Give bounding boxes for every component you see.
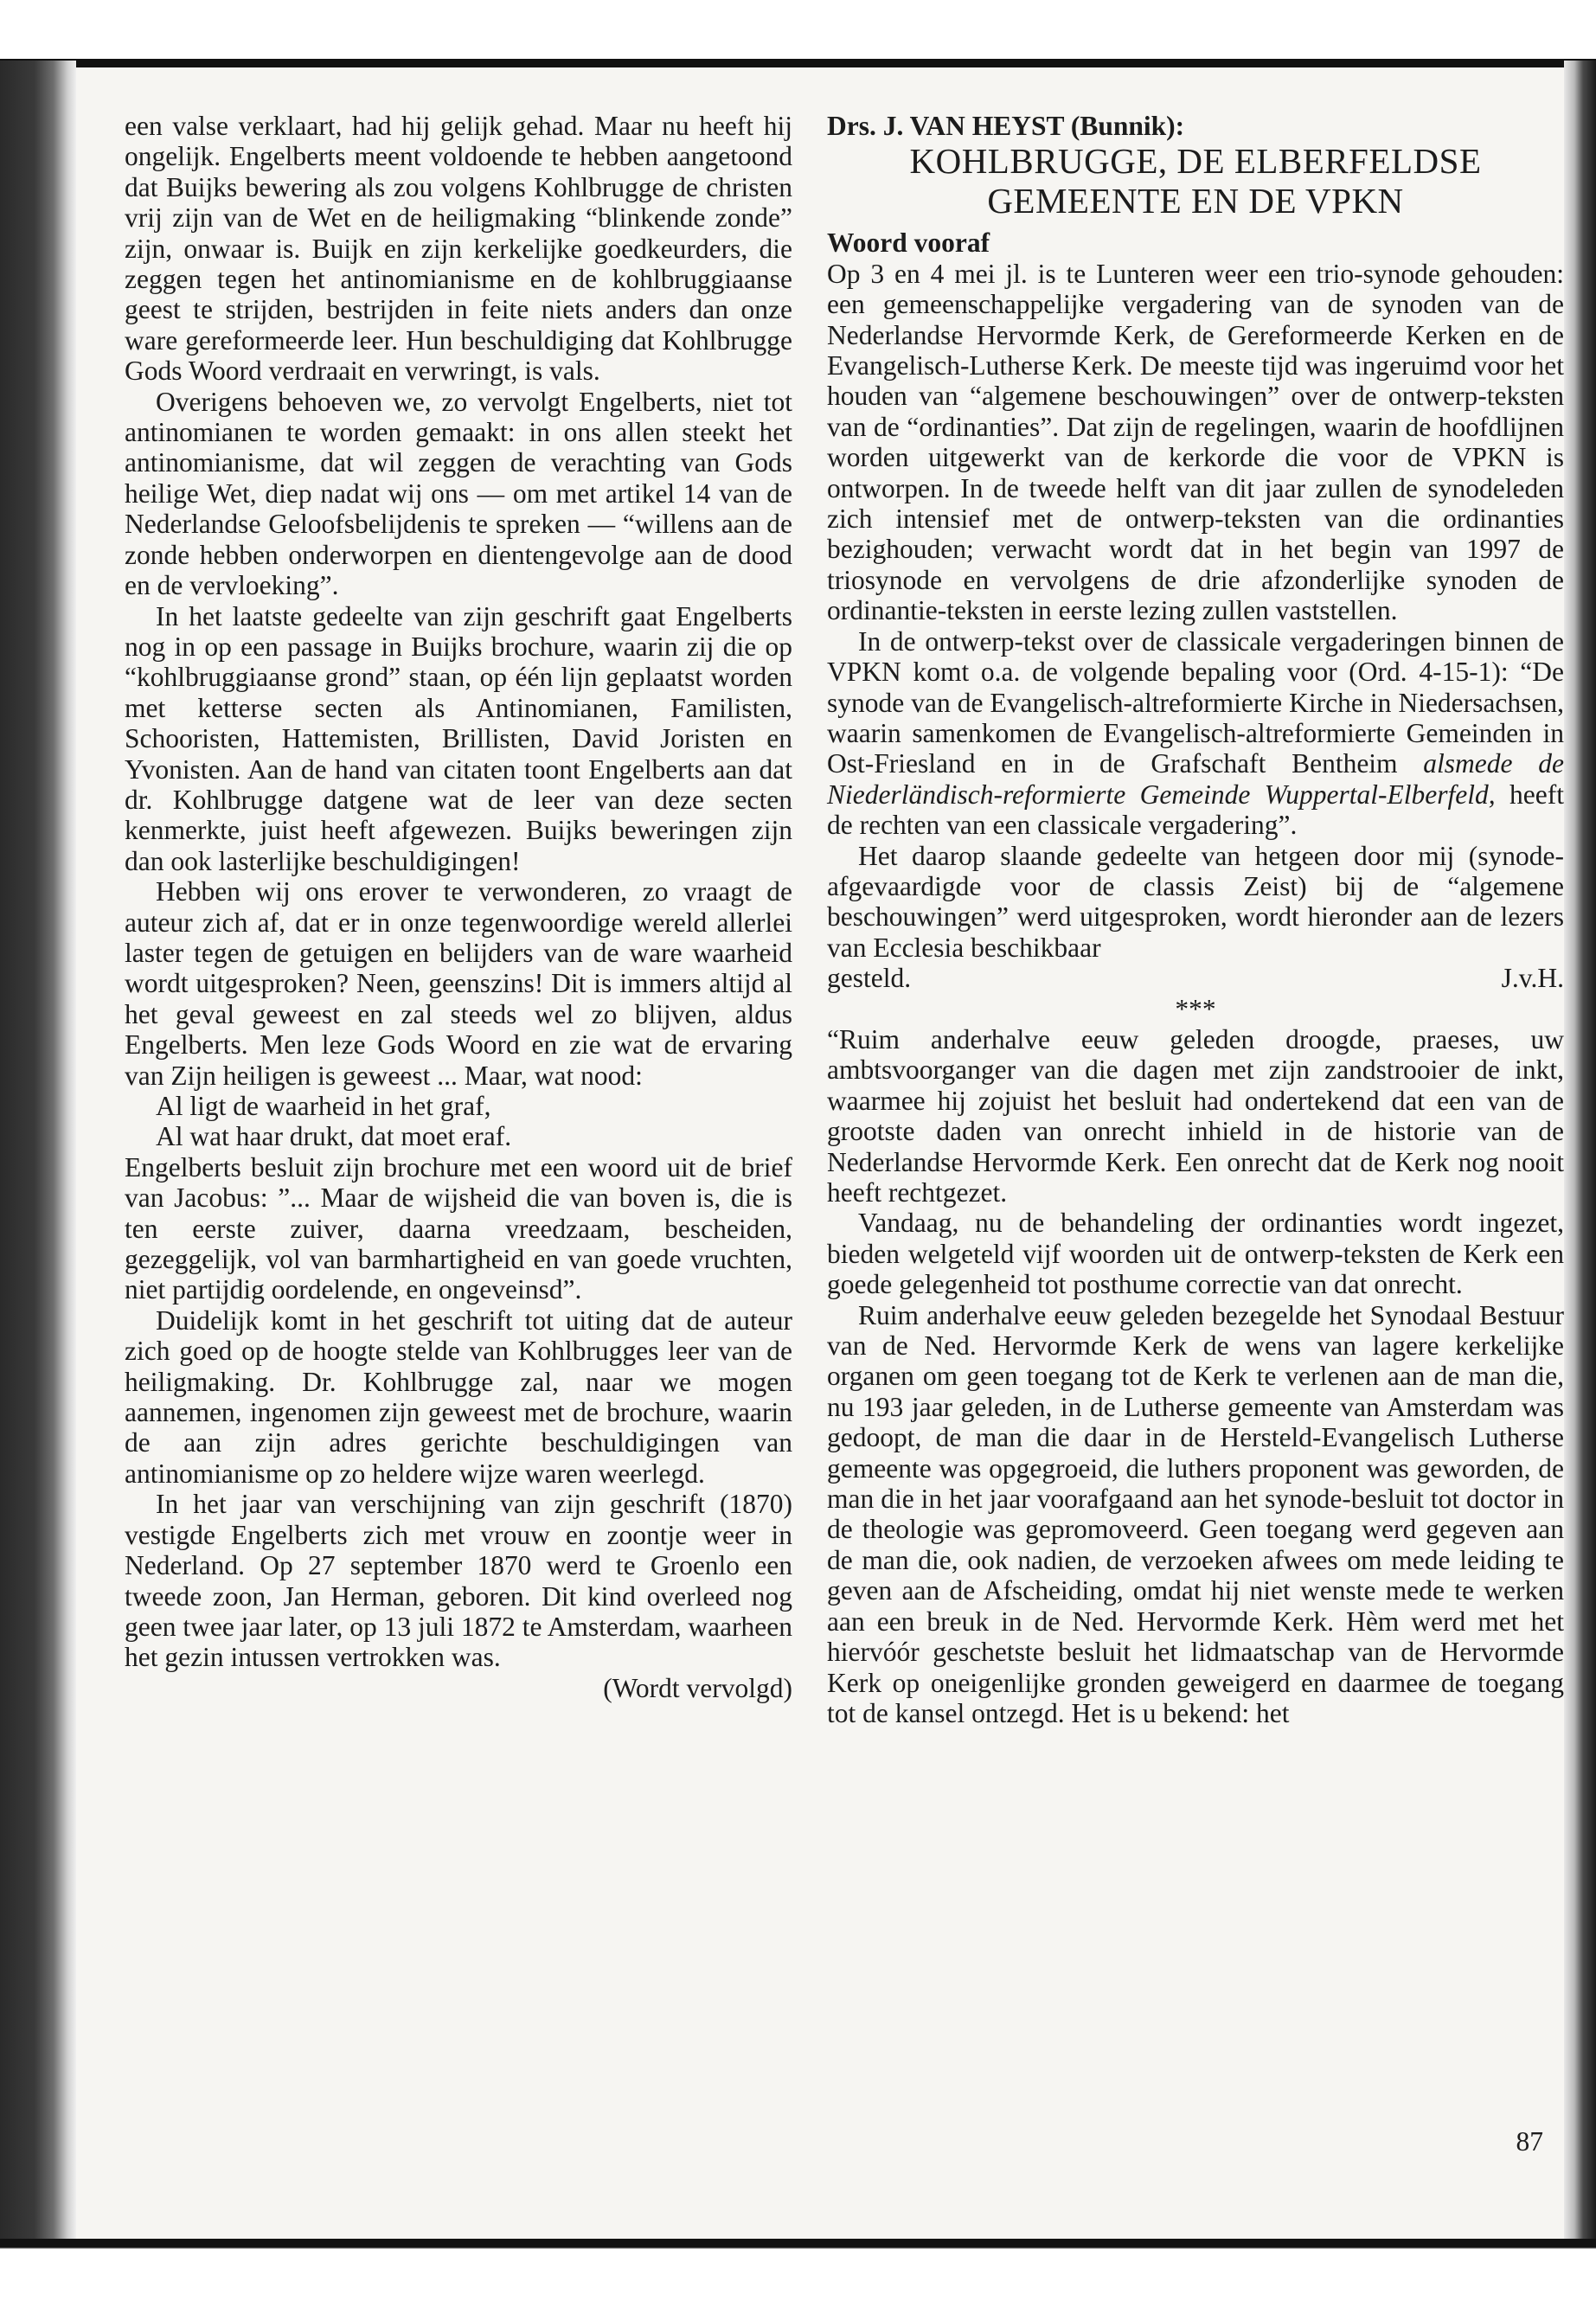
paragraph: In het laatste gedeelte van zijn geschrift gaat Engelberts nog in op een passage in Buijks brochure, waarin zij die op “kohlbruggiaanse grond” staan, op één lijn geplaatst worden met ketterse secten als Antinomianen, Familisten, Schooristen, Hattemisten, Brillisten, David Joristen en Yvonisten. Aan de hand van citaten toont Engelberts aan dat dr. Kohlbrugge datgene wat de leer van deze secten kenmerkte, juist heeft afgewezen. Buijks beweringen zijn dan ook lasterlijke beschuldigingen!	[125, 600, 792, 876]
article-title	[827, 141, 1564, 221]
article-author: Drs. J. VAN HEYST (Bunnik):	[827, 111, 1185, 141]
left-column	[125, 111, 792, 1703]
paragraph: Op 3 en 4 mei jl. is te Lunteren weer een trio-synode gehouden: een gemeenschappelijke vergadering van de synoden van de Nederlandse Hervormde Kerk, de Gereformeerde Kerken en de Evangelisch-Lutherse Kerk. De meeste tijd was ingeruimd voor het houden van “algemene beschouwingen” over de ontwerp-teksten van de “ordinanties”. Dat zijn de regelingen, waarin de hoofdlijnen worden uitgewerkt van de kerkorde die voor de VPKN is ontworpen. In de tweede helft van dit jaar zullen de synodeleden zich intensief met de ontwerp-teksten van die ordinanties bezighouden; verwacht wordt dat in het begin van 1997 de triosynode en vervolgens de drie afzonderlijke synoden de ordinantie-teksten in eerste lezing zullen vaststellen.	[827, 258, 1564, 626]
paragraph-text: In de ontwerp-tekst over de classicale vergaderingen binnen de VPKN komt o.a. de volgende bepaling voor (Ord. 4-15-1): “De synode van de Evangelisch-altreformierte Kirche in Niedersachsen, waarin samenkomen de Evangelisch-altreformierte Gemeinden in Ost-Friesland en in de Grafschaft Bentheim	[827, 625, 1564, 779]
section-heading: Woord vooraf	[827, 228, 990, 259]
verse-line: Al wat haar drukt, dat moet eraf.	[156, 1121, 512, 1152]
book-spine-shadow	[0, 61, 76, 2240]
paragraph: Vandaag, nu de behandeling der ordinanties wordt ingezet, bieden welgeteld vijf woorden uit de ontwerp-teksten de Kerk een goede gelegenheid tot posthume correctie van dat onrecht.	[827, 1208, 1564, 1300]
paragraph	[827, 626, 1564, 841]
right-column	[827, 111, 1564, 1728]
italic-text: alsmede de Niederländisch-reformierte Gemeinde Wuppertal-Elberfeld,	[827, 748, 1564, 810]
continued-note: (Wordt vervolgd)	[603, 1672, 792, 1703]
title-line: GEMEENTE EN DE VPKN	[987, 181, 1404, 221]
paragraph: Hebben wij ons erover te verwonderen, zo vraagt de auteur zich af, dat er in onze tegenwoordige wereld allerlei laster tegen de getuigen en belijders van de ware waarheid wordt uitgesproken? Neen, geenszins! Dit is immers altijd al het geval geweest en zal steeds wel zo blijven, aldus Engelberts. Men leze Gods Woord en zie wat de ervaring van Zijn heiligen is geweest ... Maar, wat nood:	[125, 876, 792, 1091]
paragraph: Engelberts besluit zijn brochure met een woord uit de brief van Jacobus: ”... Maar de wijsheid die van boven is, die is ten eerste zuiver, daarna vreedzaam, bescheiden, gezeggelijk, vol van barmhartigheid en van goede vruchten, niet partijdig oordelende, en ongeveinsd”.	[125, 1151, 792, 1305]
scan-margin-top	[0, 0, 1596, 61]
title-line: KOHLBRUGGE, DE ELBERFELDSE	[909, 141, 1482, 182]
paragraph: Ruim anderhalve eeuw geleden bezegelde het Synodaal Bestuur van de Ned. Hervormde Kerk de wens van lagere kerkelijke organen om geen toegang tot de Kerk te verlenen aan de man die, nu 193 jaar geleden, in de Lutherse gemeente van Amsterdam was gedoopt, de man die daar in de Hersteld-Evangelisch Lutherse gemeente was opgegroeid, die luthers proponent was geworden, de man die in het jaar voorafgaand aan het synode-besluit tot doctor in de theologie was gepromoveerd. Geen toegang werd gegeven aan de man die, ook nadien, de verzoeken afwees om mede leiding te geven aan de Afscheiding, omdat hij niet wenste mede te werken aan een breuk in de Ned. Hervormde Kerk. Hèm werd met het hiervóór geschetste besluit het lidmaatschap van de Hervormde Kerk op oneigenlijke gronden geweigerd en daarmee de toegang tot de kansel ontzegd. Het is u bekend: het	[827, 1299, 1564, 1728]
section-divider: ***	[1175, 993, 1216, 1024]
book-edge-right	[1564, 61, 1596, 2240]
paragraph-text: gesteld.	[827, 963, 912, 994]
paragraph: een valse verklaart, had hij gelijk gehad. Maar nu heeft hij ongelijk. Engelberts meent voldoende te hebben aangetoond dat Buijks bewering als zou volgens Kohlbrugge de christen vrij zijn van de Wet en de heiligmaking “blinkende zonde” zijn, onwaar is. Buijk en zijn kerkelijke goedkeurders, die zeggen tegen het antinomianisme en de kohlbruggiaanse geest te strijden, bestrijden in feite niets anders dan onze ware gereformeerde leer. Hun beschuldiging dat Kohlbrugge Gods Woord verdraait en verwringt, is vals.	[125, 111, 792, 387]
signature-line	[827, 963, 1564, 993]
paragraph: “Ruim anderhalve eeuw geleden droogde, praeses, uw ambtsvoorganger van die dagen met zijn zandstrooier de inkt, waarmee hij zojuist het besluit had ondertekend dat een van de grootste daden van onrecht inhield in de historie van de Nederlandse Hervormde Kerk. Een onrecht dat de Kerk nog nooit heeft rechtgezet.	[827, 1023, 1564, 1208]
paragraph: Duidelijk komt in het geschrift tot uiting dat de auteur zich goed op de hoogte stelde van Kohlbrugges leer van de heiligmaking. Dr. Kohlbrugge zal, naar we mogen aannemen, ingenomen zijn geweest met de brochure, waarin de aan zijn adres gerichte beschuldigingen van antinomianisme op zo heldere wijze waren weerlegd.	[125, 1304, 792, 1489]
signature: J.v.H.	[1501, 963, 1564, 994]
magazine-page	[76, 67, 1564, 2239]
page-number: 87	[1516, 2126, 1543, 2157]
paragraph: In het jaar van verschijning van zijn geschrift (1870) vestigde Engelberts zich met vrouw en zoontje weer in Nederland. Op 27 september 1870 werd te Groenlo een tweede zoon, Jan Herman, geboren. Dit kind overleed nog geen twee jaar later, op 13 juli 1872 te Amsterdam, waarheen het gezin intussen vertrokken was.	[125, 1489, 792, 1673]
paragraph-text: heeft de rechten van een classicale vergadering”.	[827, 779, 1564, 841]
verse-line: Al ligt de waarheid in het graf,	[156, 1091, 491, 1121]
scan-edge-top	[0, 59, 1596, 67]
paragraph: Overigens behoeven we, zo vervolgt Engelberts, niet tot antinomianen te worden gemaakt: in ons allen steekt het antinomianisme, dat wil zeggen de verachting van Gods heilige Wet, diep nadat wij ons — om met artikel 14 van de Nederlandse Geloofsbelijdenis te spreken — “willens aan de zonde hebben onderworpen en dientengevolge aan de dood en de vervloeking”.	[125, 386, 792, 601]
paragraph: Het daarop slaande gedeelte van hetgeen door mij (synode-afgevaardigde voor de classis Zeist) bij de “algemene beschouwingen” werd uitgesproken, wordt hieronder aan de lezers van Ecclesia beschikbaar	[827, 840, 1564, 963]
scan-edge-bottom	[0, 2239, 1596, 2301]
